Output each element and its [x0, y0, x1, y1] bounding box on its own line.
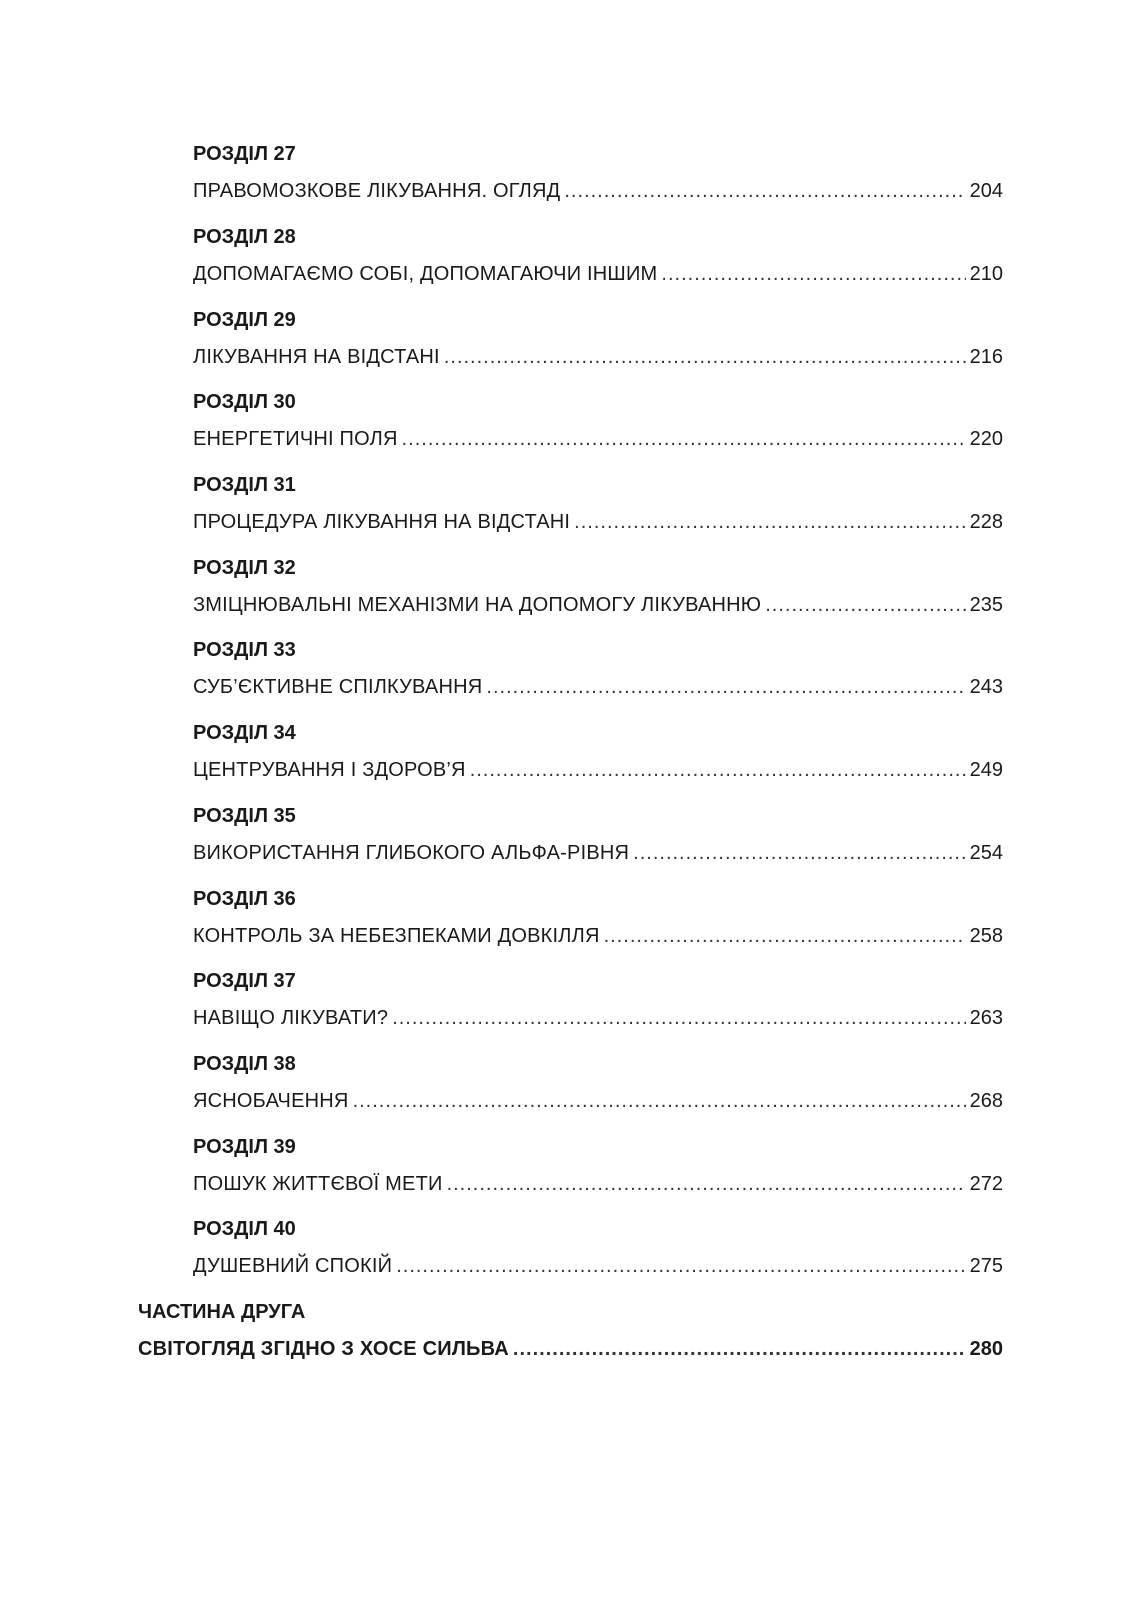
dot-leader [574, 510, 965, 534]
entry-title: ДУШЕВНИЙ СПОКІЙ [193, 1255, 393, 1277]
dot-leader [604, 924, 966, 948]
dot-leader [444, 345, 966, 369]
entry-title: НАВІЩО ЛІКУВАТИ? [193, 1007, 389, 1029]
entry-title: ПРОЦЕДУРА ЛІКУВАННЯ НА ВІДСТАНІ [193, 511, 571, 533]
entry-title: ПРАВОМОЗКОВЕ ЛІКУВАННЯ. ОГЛЯД [193, 180, 561, 202]
toc-entry[interactable] [193, 758, 1003, 782]
entry-title: ВИКОРИСТАННЯ ГЛИБОКОГО АЛЬФА-РІВНЯ [193, 842, 630, 864]
dot-leader [513, 1337, 966, 1361]
entry-title: СУБ’ЄКТИВНЕ СПІЛКУВАННЯ [193, 676, 483, 698]
chapter-label: РОЗДІЛ 38 [193, 1053, 296, 1075]
entry-title: ПОШУК ЖИТТЄВОЇ МЕТИ [193, 1173, 443, 1195]
chapter-label: РОЗДІЛ 37 [193, 970, 296, 992]
dot-leader [633, 841, 965, 865]
dot-leader [486, 675, 965, 699]
entry-title: КОНТРОЛЬ ЗА НЕБЕЗПЕКАМИ ДОВКІЛЛЯ [193, 925, 600, 947]
chapter-label: РОЗДІЛ 32 [193, 557, 296, 579]
chapter-label: РОЗДІЛ 35 [193, 805, 296, 827]
toc-entry-part[interactable] [138, 1337, 1003, 1361]
chapter-label: РОЗДІЛ 34 [193, 722, 296, 744]
dot-leader [447, 1172, 966, 1196]
toc-entry[interactable] [193, 1254, 1003, 1278]
toc-entry[interactable] [193, 841, 1003, 865]
chapter-label: РОЗДІЛ 33 [193, 639, 296, 661]
toc-entry[interactable] [193, 427, 1003, 451]
entry-page-number: 204 [969, 180, 1003, 202]
dot-leader [470, 758, 966, 782]
toc-entry[interactable] [193, 1172, 1003, 1196]
entry-title: ЛІКУВАННЯ НА ВІДСТАНІ [193, 346, 440, 368]
entry-title: ЦЕНТРУВАННЯ І ЗДОРОВ’Я [193, 759, 466, 781]
entry-page-number: 235 [969, 594, 1003, 616]
entry-page-number: 258 [969, 925, 1003, 947]
toc-entry[interactable] [193, 262, 1003, 286]
entry-page-number: 228 [969, 511, 1003, 533]
toc-entry[interactable] [193, 510, 1003, 534]
entry-page-number: 275 [969, 1255, 1003, 1277]
entry-title: ЯСНОБАЧЕННЯ [193, 1090, 349, 1112]
toc-entry[interactable] [193, 345, 1003, 369]
toc-entry[interactable] [193, 924, 1003, 948]
toc-entry[interactable] [193, 1006, 1003, 1030]
entry-title: ЗМІЦНЮВАЛЬНІ МЕХАНІЗМИ НА ДОПОМОГУ ЛІКУВАННЮ [193, 594, 762, 616]
entry-page-number: 280 [969, 1338, 1003, 1360]
chapter-label: РОЗДІЛ 27 [193, 143, 296, 165]
toc-entry[interactable] [193, 675, 1003, 699]
chapter-label: РОЗДІЛ 31 [193, 474, 296, 496]
chapter-label: РОЗДІЛ 29 [193, 309, 296, 331]
toc-entry[interactable] [193, 1089, 1003, 1113]
chapter-label: РОЗДІЛ 36 [193, 888, 296, 910]
entry-page-number: 268 [969, 1090, 1003, 1112]
dot-leader [765, 593, 965, 617]
dot-leader [564, 179, 965, 203]
chapter-label: РОЗДІЛ 39 [193, 1136, 296, 1158]
toc-entry[interactable] [193, 593, 1003, 617]
chapter-label: РОЗДІЛ 40 [193, 1218, 296, 1240]
entry-page-number: 263 [969, 1007, 1003, 1029]
entry-page-number: 254 [969, 842, 1003, 864]
entry-page-number: 216 [969, 346, 1003, 368]
entry-page-number: 210 [969, 263, 1003, 285]
entry-title: СВІТОГЛЯД ЗГІДНО З ХОСЕ СИЛЬВА [138, 1338, 509, 1360]
entry-title: ДОПОМАГАЄМО СОБІ, ДОПОМАГАЮЧИ ІНШИМ [193, 263, 658, 285]
entry-title: ЕНЕРГЕТИЧНІ ПОЛЯ [193, 428, 398, 450]
dot-leader [661, 262, 965, 286]
entry-page-number: 249 [969, 759, 1003, 781]
dot-leader [396, 1254, 965, 1278]
dot-leader [392, 1006, 965, 1030]
dot-leader [402, 427, 966, 451]
chapter-label: РОЗДІЛ 28 [193, 226, 296, 248]
dot-leader [353, 1089, 966, 1113]
part-label: ЧАСТИНА ДРУГА [138, 1301, 306, 1323]
toc-entry[interactable] [193, 179, 1003, 203]
entry-page-number: 272 [969, 1173, 1003, 1195]
entry-page-number: 243 [969, 676, 1003, 698]
chapter-label: РОЗДІЛ 30 [193, 391, 296, 413]
entry-page-number: 220 [969, 428, 1003, 450]
